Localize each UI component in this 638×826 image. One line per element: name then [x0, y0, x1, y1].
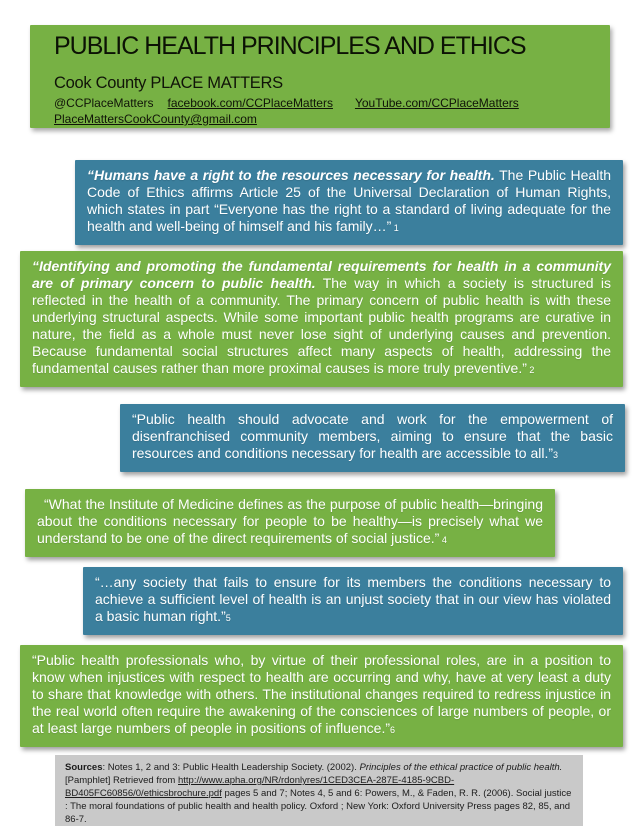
quote-block-4 [25, 489, 555, 557]
quote-body: “What the Institute of Medicine defines as the purpose of public health—bringing about the conditions necessary for people to be healthy—is precisely what we understand to be one of the direct requirements of social justice.” [37, 496, 543, 546]
youtube-link[interactable]: YouTube.com/CCPlaceMatters [354, 96, 519, 110]
quote-block-6 [20, 645, 623, 747]
quote-body: The way in which a society is structured is reflected in the health of a community. The primary concern of public health is with these underlying structural aspects. While some important public health programs are curative in nature, the field as a whole must never lose sight of underlying causes and prevention. Because fundamental social structures affect many aspects of health, addressing the fundamental causes rather than more proximal causes is more truly preventive.” [32, 275, 611, 376]
footnote-number: 4 [439, 535, 447, 545]
quote-text [95, 574, 611, 627]
org-name: Cook County PLACE MATTERS [54, 74, 283, 92]
footnote-number: 6 [390, 725, 396, 735]
facebook-link[interactable]: facebook.com/CCPlaceMatters [167, 96, 333, 110]
footnote-number: 1 [391, 223, 399, 233]
quote-body: “Public health should advocate and work for the empowerment of disenfranchised community members, aiming to ensure that the basic resources and conditions necessary for health are accessible to all.” [132, 411, 613, 461]
quote-text [132, 411, 613, 464]
quote-body: The Public Health Code of Ethics affirms Article 25 of the Universal Declaration of Human Rights, which states in part “Everyone has the right to a standard of living adequate for the health and well-being of himself and his family…” [87, 167, 612, 234]
sources-segment-2: [Pamphlet] Retrieved from [65, 775, 178, 786]
quote-text [37, 496, 543, 549]
footnote-number: 5 [225, 613, 231, 623]
sources-text [65, 761, 573, 826]
quote-block-3 [120, 404, 625, 472]
sources-label: Sources [65, 762, 103, 773]
quote-body: “…any society that fails to ensure for its members the conditions necessary to achieve a sufficient level of health is an unjust society that in our view has violated a basic human right.” [95, 574, 611, 624]
page-title: PUBLIC HEALTH PRINCIPLES AND ETHICS [54, 32, 526, 60]
quote-text [32, 258, 611, 379]
sources-publication-title: Principles of the ethical practice of public health. [359, 762, 563, 773]
sources-segment-1: : Notes 1, 2 and 3: Public Health Leadership Society. (2002). [102, 762, 360, 773]
quote-text [87, 167, 611, 237]
sources-segment-3: pages 5 and 7; Notes 4, 5 and 6: Powers, M., & Faden, R. R. (2006). Social justice : The moral foundations of public health and health policy. Oxford ; New York: Oxford University Press pages 82, 85, and 86-7. [65, 788, 572, 825]
header-box [30, 25, 610, 128]
quote-lead: “Identifying and promoting the fundamental requirements for health in a community are of primary concern to public health. [32, 258, 611, 291]
sources-url-link[interactable]: http://www.apha.org/NR/rdonlyres/1CED3CEA-287E-4185-9CBD-BD405FC60856/0/ethicsbrochure.pdf [65, 775, 455, 799]
quote-body: “Public health professionals who, by virtue of their professional roles, are in a position to know when injustices with respect to health are occurring and why, have at very least a duty to share that knowledge with others. The institutional changes required to redress injustice in the real world often require the awakening of the consciences of large numbers of people, or at least large numbers of people in positions of influence.” [32, 652, 611, 736]
sources-box [55, 755, 583, 826]
email-link[interactable]: PlaceMattersCookCounty@gmail.com [54, 112, 257, 126]
quote-text [32, 652, 611, 739]
quote-block-5 [83, 567, 623, 635]
quote-lead: “Humans have a right to the resources necessary for health. [87, 167, 495, 183]
email-line [54, 112, 586, 126]
social-line [54, 96, 586, 110]
footnote-number: 2 [526, 365, 535, 375]
quote-block-1 [75, 160, 623, 245]
quote-block-2 [20, 251, 623, 387]
twitter-handle: @CCPlaceMatters [54, 96, 154, 110]
footnote-number: 3 [553, 450, 559, 460]
